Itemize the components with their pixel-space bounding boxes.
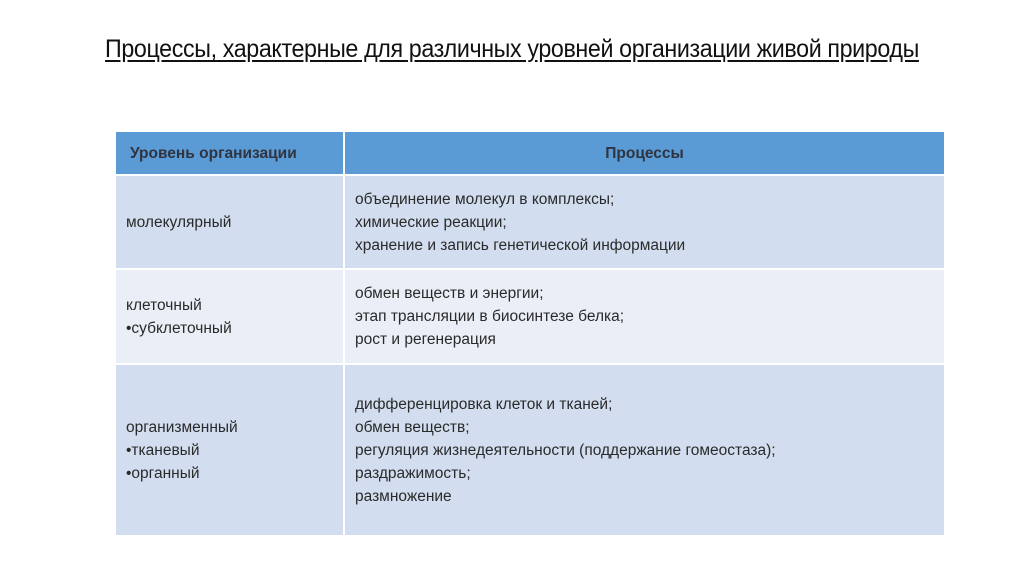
page-title: Процессы, характерные для различных уровней организации живой природы: [105, 35, 919, 63]
process-item: рост и регенерация: [355, 331, 496, 348]
header-level: Уровень организации: [115, 131, 344, 175]
process-item: хранение и запись генетической информации: [355, 236, 686, 254]
table-header-row: [115, 131, 945, 175]
process-item: раздражимость;: [355, 464, 471, 482]
process-item: размножение: [355, 487, 452, 505]
level-name: молекулярный: [126, 213, 232, 231]
sublevel-name: •тканевый: [126, 441, 200, 459]
process-item: химические реакции;: [355, 213, 507, 231]
processes-cell: [344, 364, 945, 536]
level-cell: [115, 364, 344, 536]
level-cell: [115, 269, 344, 364]
levels-table: [114, 130, 946, 537]
level-cell: [115, 175, 344, 269]
header-processes: Процессы: [344, 131, 945, 175]
process-item: объединение молекул в комплексы;: [355, 190, 615, 208]
level-name: организменный: [126, 418, 238, 436]
process-item: дифференцировка клеток и тканей;: [355, 395, 613, 413]
process-item: регуляция жизнедеятельности (поддержание гомеостаза);: [355, 441, 776, 459]
table-row: [115, 175, 945, 269]
process-item: обмен веществ;: [355, 418, 470, 436]
processes-cell: [344, 269, 945, 364]
level-name: клеточный: [126, 296, 202, 314]
process-item: обмен веществ и энергии;: [355, 285, 544, 302]
table-row: [115, 364, 945, 536]
sublevel-name: •субклеточный: [126, 319, 232, 337]
processes-cell: [344, 175, 945, 269]
process-item: этап трансляции в биосинтезе белка;: [355, 308, 625, 325]
sublevel-name: •органный: [126, 464, 200, 482]
table-row: [115, 269, 945, 364]
